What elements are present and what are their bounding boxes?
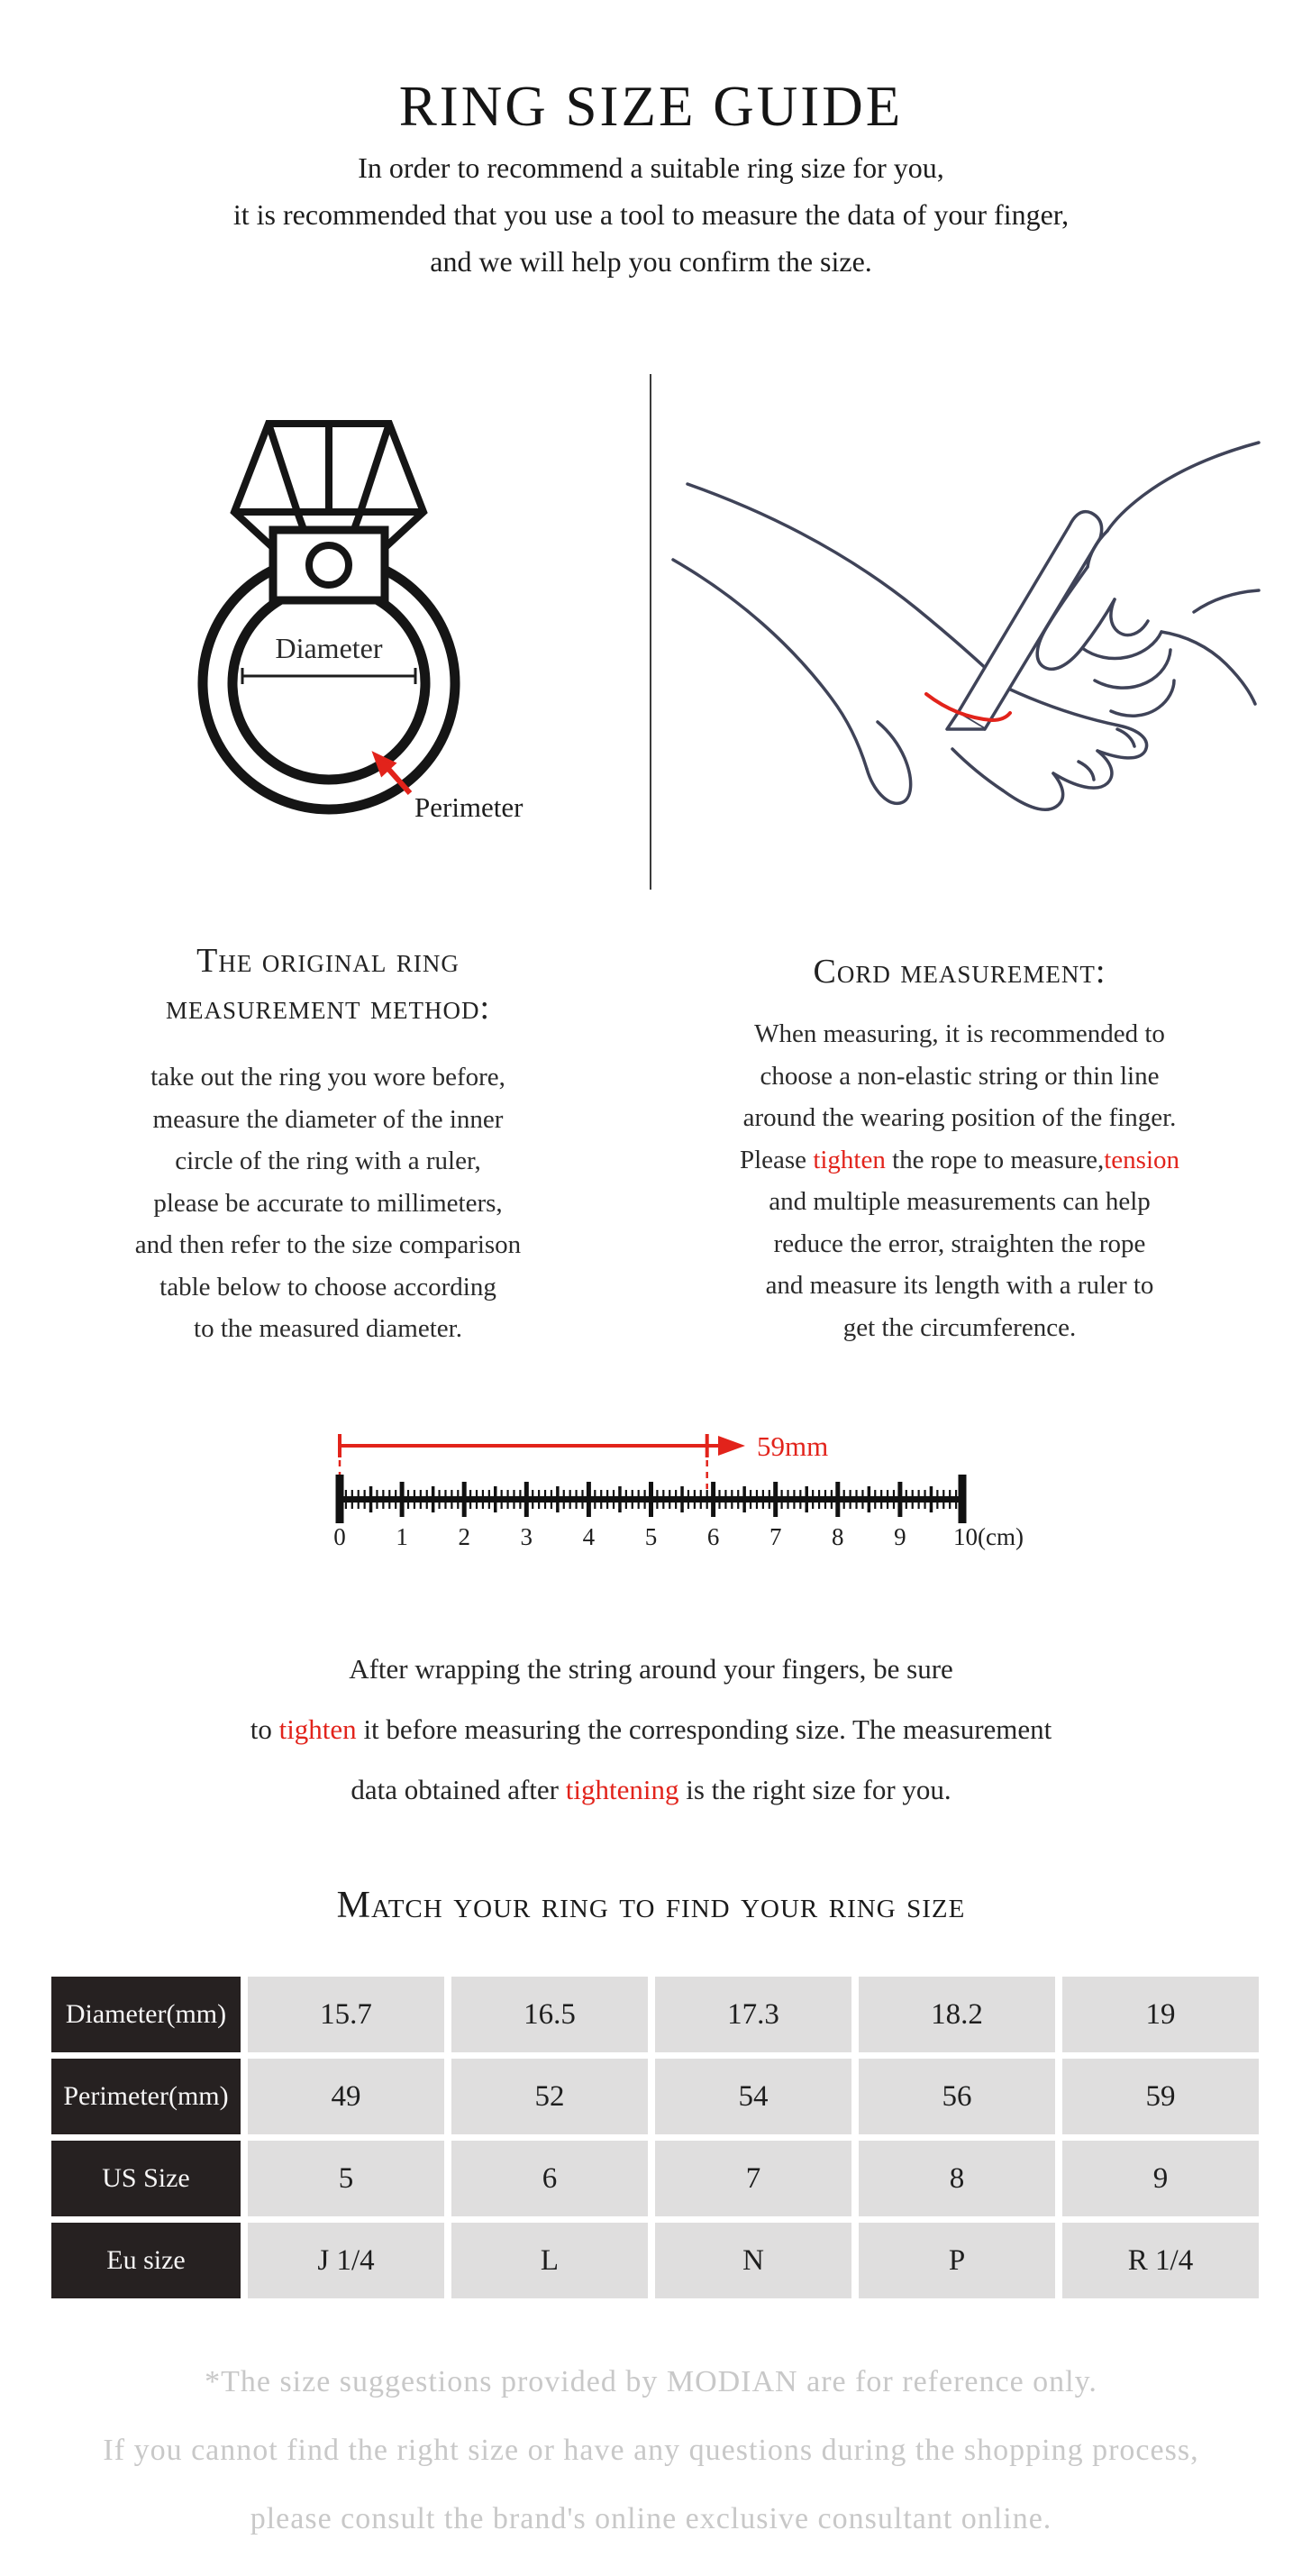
eu-size-value: N (655, 2223, 851, 2298)
after-ruler-line2-red: tighten (278, 1713, 357, 1745)
original-method-heading-line-2: measurement method: (165, 989, 491, 1027)
page-title: RING SIZE GUIDE (398, 75, 904, 139)
cord-method-heading (680, 948, 1239, 995)
perimeter-label: Perimeter (414, 791, 524, 823)
disclaimer-text (0, 2348, 1302, 2553)
after-ruler-line3-red: tightening (565, 1774, 679, 1805)
cord-line4-red-tension: tension (1104, 1145, 1180, 1174)
ruler-tick-label: 10(cm) (953, 1523, 1024, 1550)
cord-method-line: around the wearing position of the finger. (742, 1103, 1177, 1132)
ruler-tick-label: 0 (333, 1523, 346, 1550)
intro-line-3: and we will help you confirm the size. (430, 245, 872, 278)
row-header-us-size: US Size (51, 2141, 241, 2216)
disclaimer-line-1: *The size suggestions provided by MODIAN are for reference only. (205, 2365, 1097, 2398)
ruler-ticks (340, 1475, 962, 1523)
after-ruler-line3-pre: data obtained after (351, 1774, 566, 1805)
after-ruler-line-3 (0, 1759, 1302, 1820)
ruler-tick-label: 1 (396, 1523, 408, 1550)
disclaimer-line-3: please consult the brand's online exclusive consultant online. (250, 2502, 1052, 2535)
diameter-line (242, 668, 415, 684)
cord-line4-mid: the rope to measure, (885, 1145, 1105, 1174)
original-method-line: table below to choose according (159, 1272, 496, 1302)
after-ruler-line3-post: is the right size for you. (678, 1774, 951, 1805)
ruler-illustration (302, 1413, 1068, 1562)
original-method-line: circle of the ring with a ruler, (175, 1146, 481, 1175)
cord-method-line: choose a non-elastic string or thin line (760, 1061, 1160, 1091)
after-ruler-line2-pre: to (250, 1713, 279, 1745)
ruler-tick-label: 9 (894, 1523, 906, 1550)
us-size-value: 5 (248, 2141, 444, 2216)
eu-size-value: R 1/4 (1062, 2223, 1259, 2298)
us-size-value: 6 (451, 2141, 648, 2216)
us-size-value: 8 (859, 2141, 1055, 2216)
ruler-tick-label: 8 (832, 1523, 844, 1550)
diameter-value: 16.5 (451, 1977, 648, 2052)
perimeter-value: 52 (451, 2059, 648, 2134)
table-row-perimeter (51, 2059, 1259, 2134)
intro-line-1: In order to recommend a suitable ring size for you, (358, 151, 944, 184)
measurement-arrow (340, 1430, 828, 1489)
section-divider (650, 374, 651, 890)
cord-method-line: get the circumference. (842, 1312, 1077, 1342)
original-method-line: please be accurate to millimeters, (153, 1188, 503, 1218)
us-size-value: 7 (655, 2141, 851, 2216)
cord-method-line: and measure its length with a ruler to (765, 1271, 1154, 1300)
original-method-line: to the measured diameter. (194, 1314, 462, 1343)
ring-size-table (44, 1970, 1266, 2305)
after-ruler-line-1: After wrapping the string around your fingers, be sure (349, 1653, 953, 1685)
ruler-tick-label: 7 (769, 1523, 782, 1550)
cord-method-line: When measuring, it is recommended to (754, 1019, 1165, 1048)
cord-line4-red-tighten: tighten (813, 1145, 886, 1174)
measurement-value-label: 59mm (757, 1430, 829, 1462)
disclaimer-line-2: If you cannot find the right size or have any questions during the shopping process, (103, 2434, 1199, 2467)
ruler-tick-label: 5 (644, 1523, 658, 1550)
eu-size-value: J 1/4 (248, 2223, 444, 2298)
perimeter-value: 49 (248, 2059, 444, 2134)
intro-line-2: it is recommended that you use a tool to measure the data of your finger, (232, 198, 1070, 231)
perimeter-value: 56 (859, 2059, 1055, 2134)
intro-text (0, 144, 1302, 285)
cord-method-line: and multiple measurements can help (769, 1187, 1151, 1216)
ruler-scale-labels (333, 1523, 1024, 1550)
size-table-heading: Match your ring to find your ring size (336, 1885, 966, 1926)
ring-band-icon (203, 530, 455, 809)
ruler-tick-label: 2 (458, 1523, 470, 1550)
perimeter-value: 59 (1062, 2059, 1259, 2134)
diameter-label: Diameter (275, 632, 383, 664)
eu-size-value: P (859, 2223, 1055, 2298)
original-method-line: measure the diameter of the inner (152, 1104, 504, 1134)
table-row-diameter (51, 1977, 1259, 2052)
ruler-tick-label: 4 (582, 1523, 596, 1550)
us-size-value: 9 (1062, 2141, 1259, 2216)
diameter-value: 17.3 (655, 1977, 851, 2052)
table-row-us-size (51, 2141, 1259, 2216)
diameter-value: 18.2 (859, 1977, 1055, 2052)
diameter-value: 15.7 (248, 1977, 444, 2052)
row-header-diameter: Diameter(mm) (51, 1977, 241, 2052)
cord-method-line: reduce the error, straighten the rope (773, 1229, 1146, 1258)
table-row-eu-size (51, 2223, 1259, 2298)
diameter-value: 19 (1062, 1977, 1259, 2052)
ruler-tick-label: 6 (706, 1523, 720, 1550)
cord-method-line (680, 1139, 1239, 1182)
original-method-line: and then refer to the size comparison (134, 1230, 522, 1259)
row-header-eu-size: Eu size (51, 2223, 241, 2298)
original-method-body (34, 1056, 622, 1350)
cord-method-heading-text: Cord measurement: (813, 953, 1106, 991)
eu-size-value: L (451, 2223, 648, 2298)
perimeter-value: 54 (655, 2059, 851, 2134)
arrow-head-icon (718, 1436, 745, 1456)
after-ruler-text (0, 1639, 1302, 1820)
original-method-heading (34, 937, 622, 1031)
after-ruler-line-2 (0, 1699, 1302, 1759)
ruler-tick-label: 3 (520, 1523, 533, 1550)
original-method-heading-line-1: The original ring (196, 942, 460, 980)
cord-line4-pre: Please (739, 1145, 814, 1174)
after-ruler-line2-post: it before measuring the corresponding size. The measurement (356, 1713, 1052, 1745)
ring-diagram-illustration (126, 386, 541, 841)
hand-measuring-illustration (671, 383, 1266, 897)
cord-method-body (680, 1013, 1239, 1348)
original-method-line: take out the ring you wore before, (150, 1063, 505, 1092)
row-header-perimeter: Perimeter(mm) (51, 2059, 241, 2134)
